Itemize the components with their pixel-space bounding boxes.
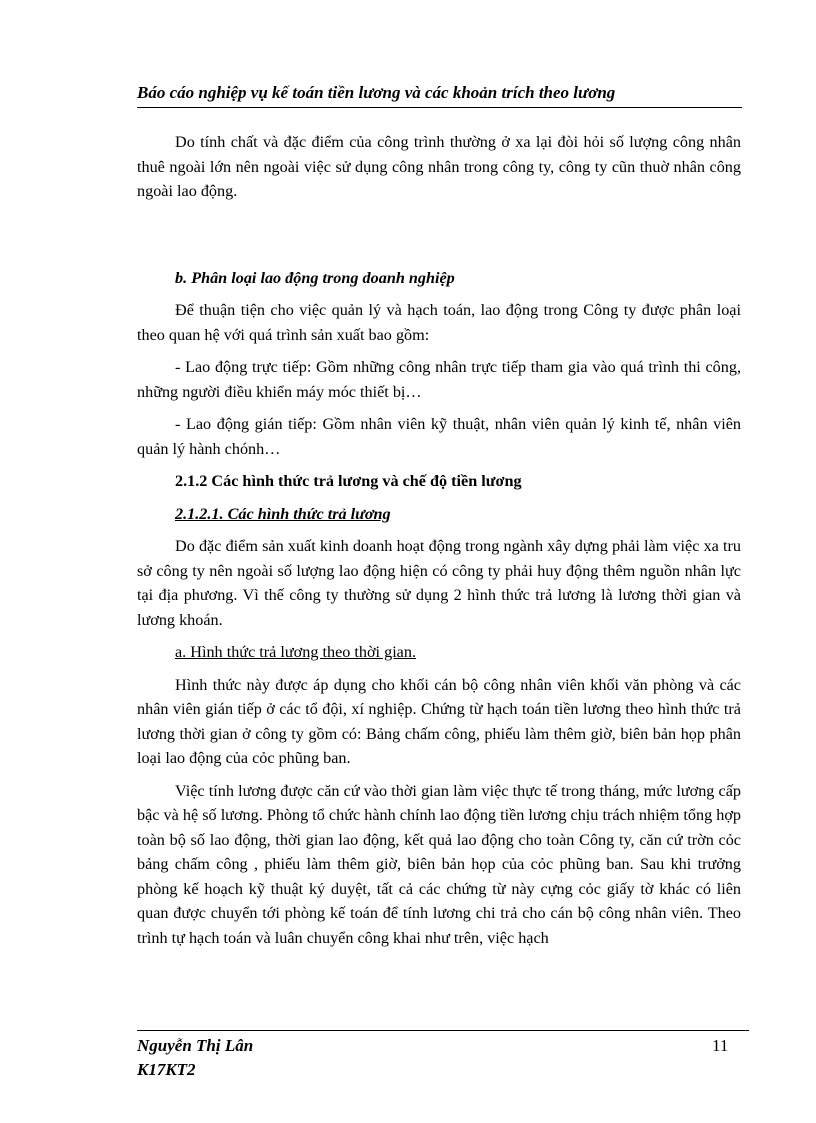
heading-2-1-2: 2.1.2 Các hình thức trả lương và chế độ tiền lương — [175, 472, 522, 490]
paragraph-7: Việc tính lương được căn cứ vào thời gian làm việc thực tế trong tháng, mức lương cấp bậc và hệ số lương. Phòng tổ chức hành chính lao động tiền lương chịu trách nhiệm tổng hợp toàn bộ số lao động, thời gian lao động, kết quả lao động cho toàn Công ty, căn cứ trờn cỏc bảng chấm công , phiếu làm thêm giờ, biên bản họp của cỏc phũng ban. Sau khi trưởng phòng kế hoạch kỹ thuật ký duyệt, tất cả các chứng từ này cựng cỏc giấy tờ khác có liên quan được chuyển tới phòng kế toán để tính lương chi trả cho cán bộ công nhân viên. Theo trình tự hạch toán và luân chuyển công khai như trên, việc hạch — [137, 781, 741, 947]
paragraph-5: Do đặc điểm sản xuất kinh doanh hoạt động trong ngành xây dựng phải làm việc xa tru sở công ty nên ngoài số lượng lao động hiện có công ty phải huy động thêm nguồn nhân lực tại địa phương. Vì thế công ty thường sử dụng 2 hình thức trả lương là lương thời gian và lương khoán. — [137, 537, 741, 629]
document-body — [137, 130, 741, 958]
page-number: 11 — [712, 1036, 729, 1055]
paragraph-6: Hình thức này được áp dụng cho khối cán bộ công nhân viên khối văn phòng và các nhân viên gián tiếp ở các tổ đội, xí nghiệp. Chứng từ hạch toán tiền lương theo hình thức trả lương thời gian ở công ty gồm có: Bảng chấm công, phiếu làm thêm giờ, biên bản họp phân loại lao động của cỏc phũng ban. — [137, 675, 741, 767]
heading-a-time-based-pay: a. Hình thức trả lương theo thời gian. — [175, 643, 417, 661]
paragraph-4-indirect-labor: - Lao động gián tiếp: Gồm nhân viên kỹ thuật, nhân viên quản lý kinh tế, nhân viên quản lý hành chónh… — [137, 415, 741, 458]
footer-author: Nguyễn Thị Lân — [137, 1036, 254, 1055]
heading-2-1-2-1: 2.1.2.1. Các hình thức trả lương — [175, 504, 391, 523]
paragraph-2: Để thuận tiện cho việc quản lý và hạch toán, lao động trong Công ty được phân loại theo quan hệ với quá trình sản xuất bao gồm: — [137, 301, 741, 344]
document-header-title: Báo cáo nghiệp vụ kế toán tiền lương và các khoản trích theo lương — [137, 83, 616, 102]
spacer — [137, 212, 741, 266]
footer-class-code: K17KT2 — [137, 1060, 196, 1079]
paragraph-3-direct-labor: - Lao động trực tiếp: Gồm những công nhân trực tiếp tham gia vào quá trình thi công, những người điều khiển máy móc thiết bị… — [137, 358, 741, 401]
heading-b-labor-classification: b. Phân loại lao động trong doanh nghiệp — [175, 268, 455, 287]
footer-divider — [137, 1030, 749, 1031]
paragraph-1: Do tính chất và đặc điểm của công trình thường ở xa lại đòi hỏi số lượng công nhân thuê ngoài lớn nên ngoài việc sử dụng công nhân trong công ty, công ty cũn thuờ nhân công ngoài lao động. — [137, 133, 741, 200]
header-divider — [137, 107, 742, 108]
